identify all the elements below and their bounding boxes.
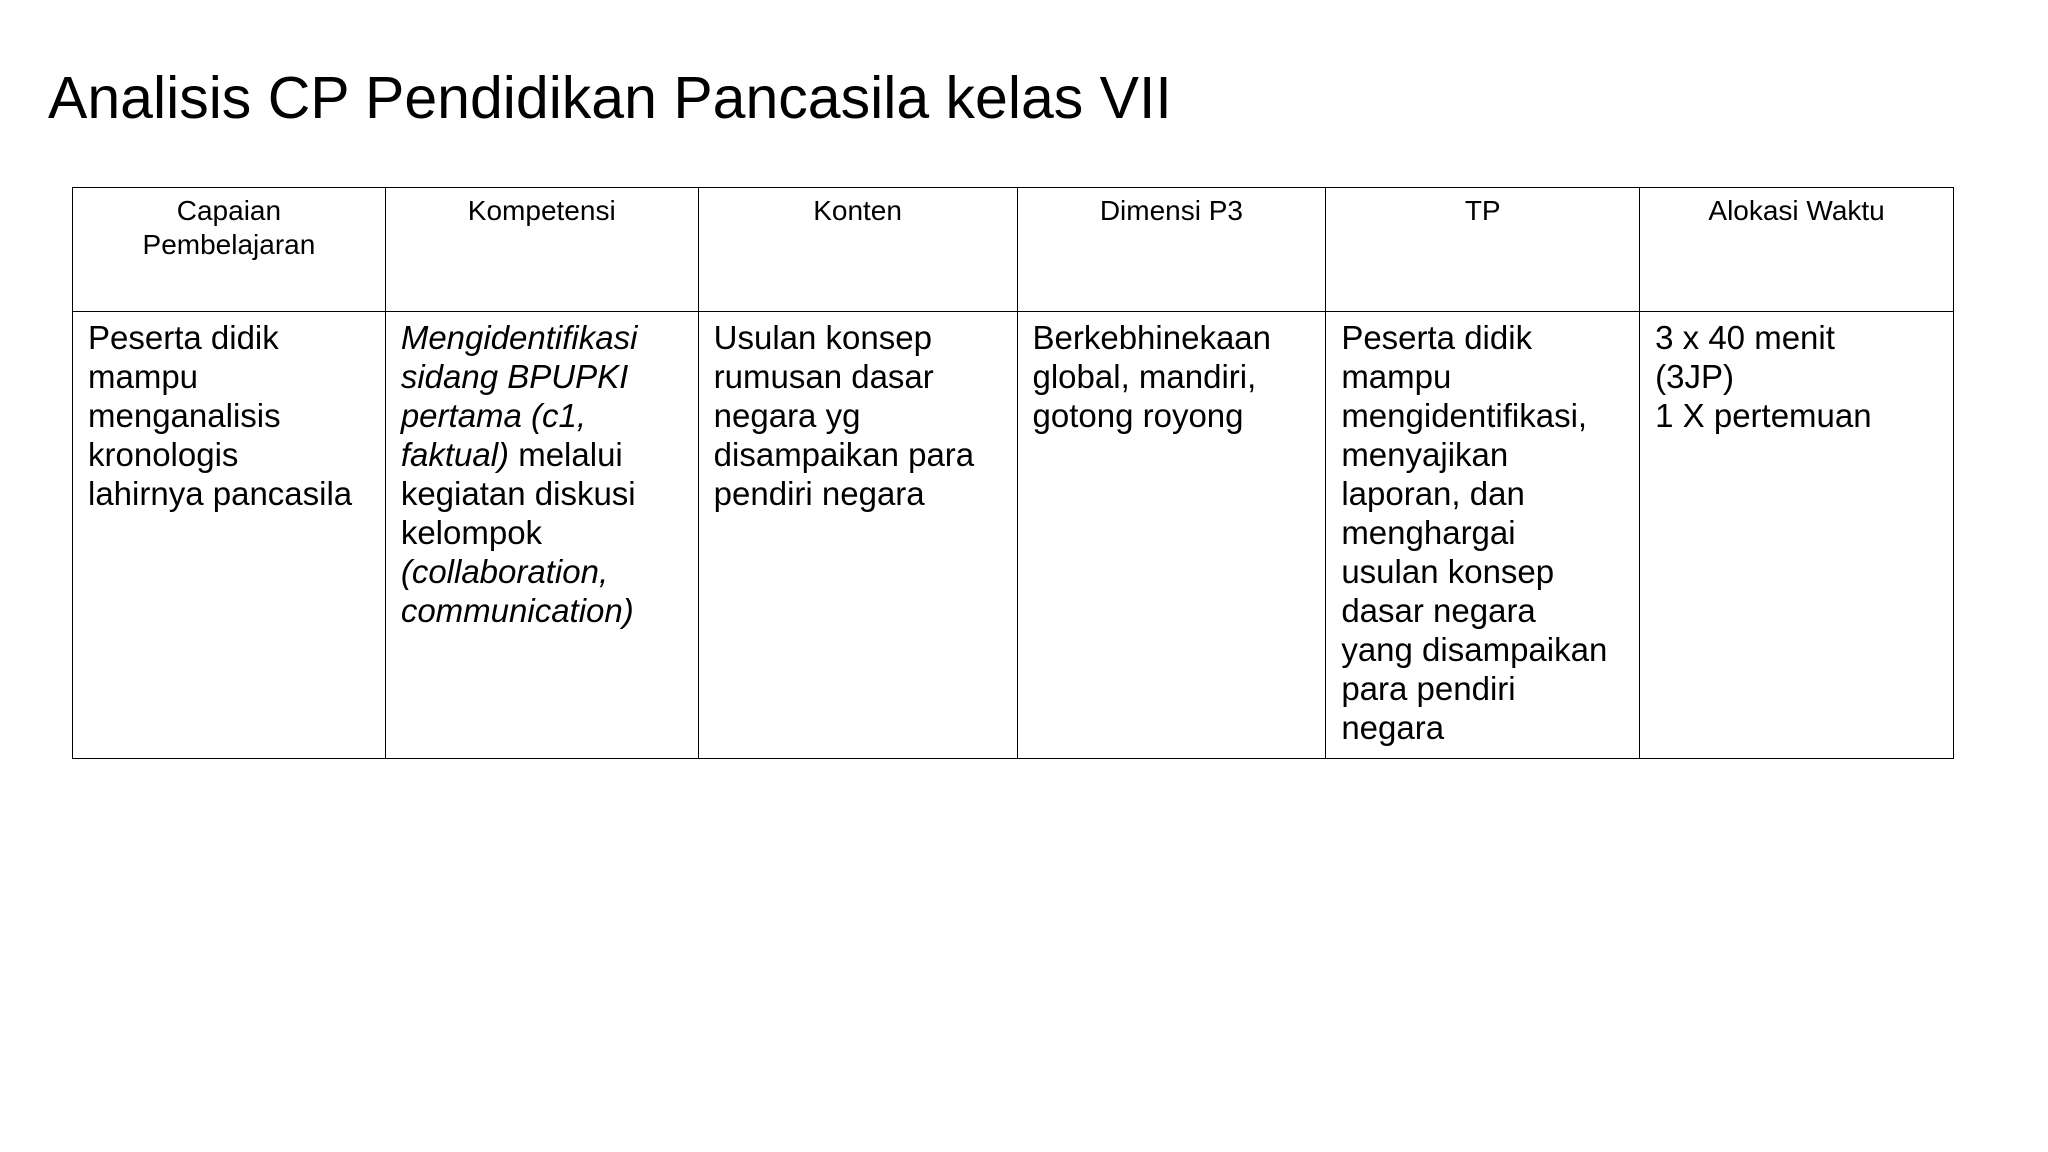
- cell-kompetensi: Mengidentifikasi sidang BPUPKI pertama (c1, faktual) melalui kegiatan diskusi kelompok (collaboration, communication): [385, 312, 698, 759]
- cell-alokasi-waktu: 3 x 40 menit (3JP) 1 X pertemuan: [1640, 312, 1954, 759]
- header-alokasi-waktu: Alokasi Waktu: [1640, 188, 1954, 312]
- cell-capaian: Peserta didik mampu menganalisis kronologis lahirnya pancasila: [73, 312, 386, 759]
- cell-tp: Peserta didik mampu mengidentifikasi, menyajikan laporan, dan menghargai usulan konsep dasar negara yang disampaikan para pendiri negara: [1326, 312, 1640, 759]
- cell-dimensi-p3: Berkebhinekaan global, mandiri, gotong royong: [1017, 312, 1326, 759]
- table-row: [73, 312, 1954, 759]
- cp-analysis-table: [72, 187, 1954, 759]
- header-konten: Konten: [698, 188, 1017, 312]
- header-tp: TP: [1326, 188, 1640, 312]
- header-dimensi-p3: Dimensi P3: [1017, 188, 1326, 312]
- cell-konten: Usulan konsep rumusan dasar negara yg disampaikan para pendiri negara: [698, 312, 1017, 759]
- slide-title: Analisis CP Pendidikan Pancasila kelas VII: [48, 65, 1172, 131]
- header-kompetensi: Kompetensi: [385, 188, 698, 312]
- header-capaian-pembelajaran: Capaian Pembelajaran: [73, 188, 386, 312]
- table-header-row: [73, 188, 1954, 312]
